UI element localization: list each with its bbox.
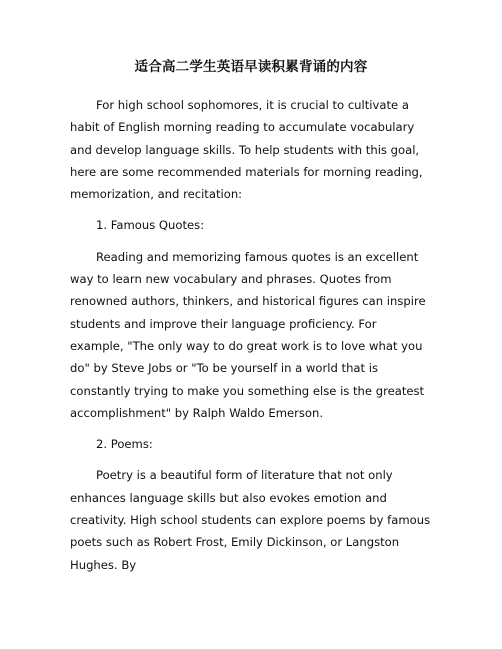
section-heading-poems: 2. Poems: xyxy=(96,437,153,452)
poems-paragraph: Poetry is a beautiful form of literature that not only enhances language skills but also evokes emotion and creativity. High school students can explore poems by famous poets such as Robert Frost, Emily Dickinson, or Langston Hughes. By xyxy=(70,468,431,572)
section-heading-famous-quotes: 1. Famous Quotes: xyxy=(96,218,205,233)
intro-paragraph: For high school sophomores, it is crucial to cultivate a habit of English morning reading to accumulate vocabulary and develop language skills. To help students with this goal, here are some recommended materials for morning reading, memorization, and recitation: xyxy=(70,98,423,202)
famous-quotes-paragraph: Reading and memorizing famous quotes is an excellent way to learn new vocabulary and phrases. Quotes from renowned authors, thinkers, and historical figures can inspire students and improve their language proficiency. For example, "The only way to do great work is to love what you do" by Steve Jobs or "To be yourself in a world that is constantly trying to make you something else is the greatest accomplishment" by Ralph Waldo Emerson. xyxy=(70,249,426,420)
document-title: 适合高二学生英语早读积累背诵的内容 xyxy=(134,59,368,75)
